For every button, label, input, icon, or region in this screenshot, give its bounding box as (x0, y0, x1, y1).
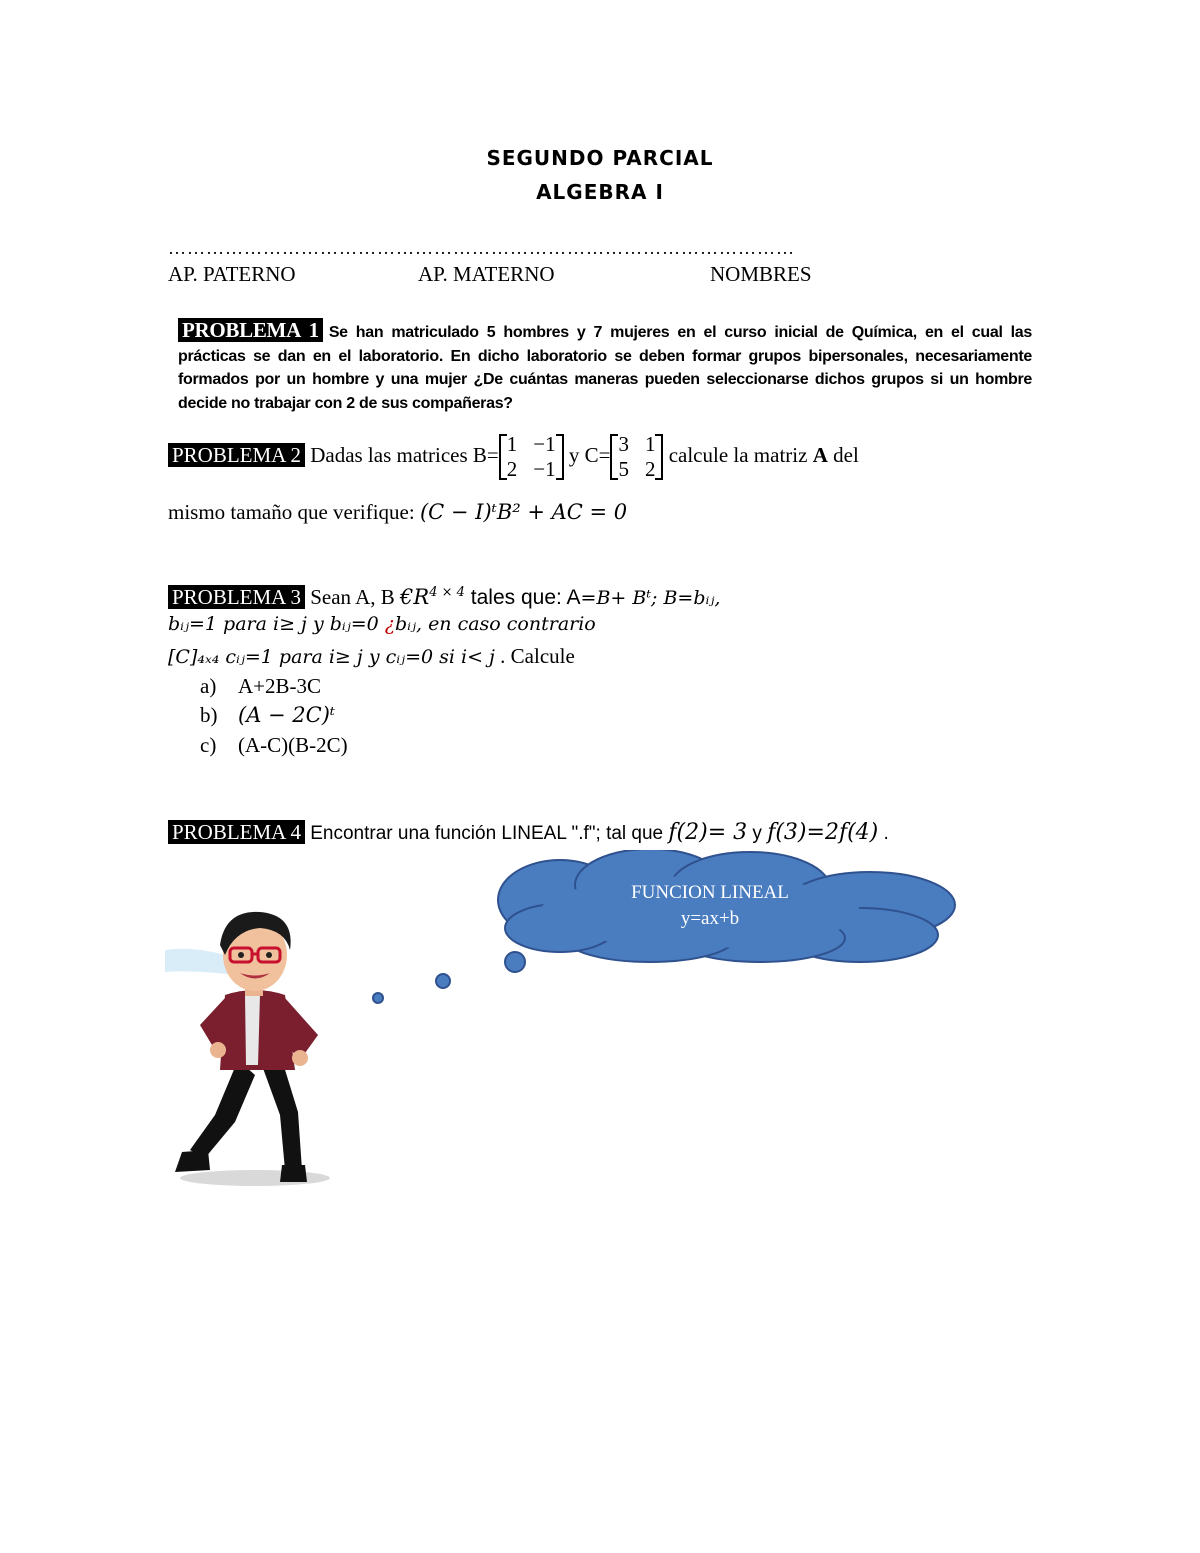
thought-bubble-small (373, 993, 383, 1003)
condition-1: f(2)= 3 (668, 820, 748, 845)
thought-bubble-large (505, 952, 525, 972)
def-a: =B+ Bᵗ; (580, 587, 664, 609)
b-definition-mark: ¿ (384, 613, 395, 635)
problem-1 (178, 318, 1032, 415)
problem-1-text: Se han matriculado 5 hombres y 7 mujeres en el curso inicial de Química, en el cual las prácticas se dan en el laboratorio. En dicho laboratorio se deben formar grupos bipersonales, necesariamente formados por un hombre y una mujer ¿De cuántas maneras pueden seleccionarse dichos grupos si un hombre decide no trabajar con 2 de sus compañeras? (178, 324, 1032, 412)
def-b: B=bᵢⱼ, (663, 587, 721, 609)
item-label: a) (200, 674, 217, 698)
problem-4-end: . (878, 823, 889, 844)
exam-title: SEGUNDO PARCIAL (486, 146, 714, 170)
condition-2: f(3)=2f(4) (767, 820, 879, 845)
problem-2-line2-text: mismo tamaño que verifique: (168, 500, 420, 524)
matrix-b-cell: 2 (506, 457, 518, 481)
matrix-c-cell: 3 (618, 432, 629, 456)
course-title: ALGEBRA I (536, 180, 664, 204)
item-label: c) (200, 733, 217, 757)
label-ap-paterno: AP. PATERNO (168, 262, 296, 286)
cloud-line-1: FUNCION LINEAL (631, 882, 789, 903)
matrix-b-cell: −1 (533, 457, 556, 481)
item-text: (A-C)(B-2C) (238, 733, 348, 757)
problem-1-label: PROBLEMA 1 (178, 318, 323, 342)
avatar-illustration (160, 900, 360, 1190)
name-line: ……………………………………………………………………………………… (168, 238, 795, 258)
matrix-c-cell: 5 (618, 457, 629, 481)
problem-2-label: PROBLEMA 2 (168, 443, 305, 467)
problem-2-del: del (827, 442, 859, 467)
problem-3-line2 (168, 613, 596, 635)
problem-3-calcule: . Calcule (494, 644, 575, 668)
problem-4-label: PROBLEMA 4 (168, 820, 305, 844)
problem-2-line2 (168, 500, 627, 525)
matrix-b-cell: −1 (533, 432, 556, 456)
problem-3-line3 (168, 644, 575, 669)
matrix-b-cell: 1 (506, 432, 518, 456)
label-nombres: NOMBRES (710, 262, 812, 286)
label-ap-materno: AP. MATERNO (418, 262, 555, 286)
problem-3 (168, 585, 720, 610)
problem-2-after: calcule la matriz (668, 442, 813, 467)
problem-4-text: Encontrar una función LINEAL ".f"; tal que (304, 823, 669, 844)
item-text: A+2B-3C (238, 674, 322, 698)
problem-3-label: PROBLEMA 3 (168, 585, 305, 609)
problem-4-and: y (747, 823, 768, 844)
thought-cloud (360, 850, 980, 1020)
matrix-b (499, 432, 564, 482)
cloud-text (580, 880, 840, 932)
matrix-c-cell: 2 (644, 457, 656, 481)
b-definition: bᵢⱼ=1 para i≥ j y bᵢⱼ=0 (168, 613, 385, 635)
problem-2-equation: (C − I)ᵗB² + AC = 0 (419, 500, 628, 524)
thought-bubble-medium (436, 974, 450, 988)
real-set-dim: 4 × 4 (429, 585, 465, 600)
b-definition-end: bᵢⱼ, en caso contrario (394, 613, 596, 635)
problem-2-mid: y C= (568, 442, 611, 467)
real-set: €R (400, 585, 430, 609)
item-text: (A − 2C)ᵗ (238, 703, 336, 727)
matrix-c-cell: 1 (644, 432, 656, 456)
list-item (200, 703, 335, 728)
list-item (200, 733, 348, 758)
matrix-a-symbol: A (812, 442, 828, 467)
item-label: b) (200, 703, 218, 727)
c-definition: [C]₄ₓ₄ cᵢⱼ=1 para i≥ j y cᵢⱼ=0 si i< j (168, 646, 495, 668)
cloud-line-2: y=ax+b (680, 908, 740, 929)
problem-3-intro: Sean A, B (310, 585, 401, 609)
list-item (200, 674, 321, 699)
problem-4 (168, 820, 889, 845)
problem-2-intro: Dadas las matrices B= (310, 442, 499, 467)
problem-2 (168, 432, 859, 482)
problem-3-tales: tales que: A (464, 586, 581, 609)
matrix-c (610, 432, 663, 482)
